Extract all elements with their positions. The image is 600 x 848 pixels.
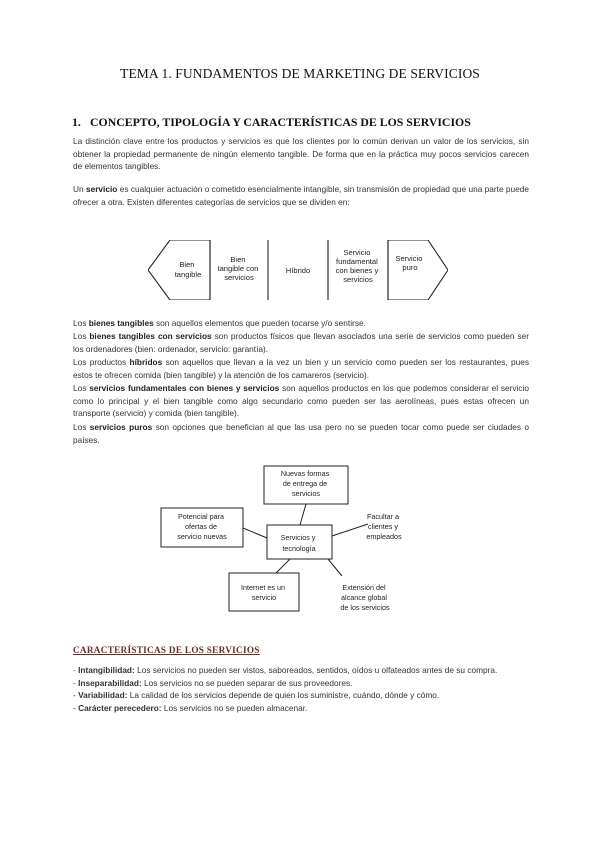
characteristics-list: [73, 664, 529, 714]
service-continuum-diagram: [148, 240, 448, 300]
continuum-bien-tangible: Bien tangible: [174, 260, 202, 279]
page-title: TEMA 1. FUNDAMENTOS DE MARKETING DE SERVICIOS: [120, 66, 480, 81]
service-definition-paragraph: Un servicio es cualquier actuación o cometido esencialmente intangible, sin transmisión de propiedad que una parte puede ofrecer a otra. Existen diferentes categorías de servicios que se dividen en:: [73, 184, 529, 207]
label-nuevas-formas: Nuevas formas de entrega de servicios: [280, 469, 330, 498]
definition-servicios-puros: Los servicios puros son opciones que benefician al que las usa pero no se pueden tocar como puede ser ciudades o países.: [73, 422, 529, 445]
label-servicios-tecnologia: Servicios y tecnología: [280, 533, 316, 553]
section-heading-text: CONCEPTO, TIPOLOGÍA Y CARACTERÍSTICAS DE LOS SERVICIOS: [90, 115, 471, 129]
characteristics-heading: CARACTERÍSTICAS DE LOS SERVICIOS: [73, 645, 260, 655]
continuum-servicio-puro: Servicio puro: [395, 254, 423, 272]
label-potencial: Potencial para ofertas de servicio nuevas: [177, 512, 227, 541]
term-servicio: servicio: [85, 184, 118, 194]
definition-bienes-con-servicios: Los bienes tangibles con servicios son productos físicos que llevan asociados una serie de servicios como pueden ser los ordenadores (bien: ordenador, servicio: garantía).: [73, 331, 529, 354]
box-servicios-tecnologia: [267, 525, 332, 559]
services-technology-diagram: [146, 462, 446, 614]
label-internet: Internet es un servicio: [241, 583, 285, 602]
intro-paragraph: La distinción clave entre los productos y servicios es que los clientes por lo común derivan un valor de los servicios, sin obtener la propiedad permanente de ningún elemento tangible. De forma que en la práctica muy pocos servicios carecen de elementos tangibles.: [73, 136, 529, 172]
continuum-bien-tangible-con-servicios: Bien tangible con servicios: [217, 255, 259, 282]
section-heading: [72, 115, 471, 130]
list-item: - Inseparabilidad: Los servicios no se pueden separar de sus proveedores.: [73, 677, 353, 688]
continuum-servicio-fundamental: Servicio fundamental con bienes y servicios: [335, 248, 379, 284]
continuum-hibrido: Híbrido: [285, 266, 311, 275]
section-number: 1.: [72, 115, 81, 129]
list-item: - Intangibilidad: Los servicios no pueden ser vistos, saboreados, sentidos, oídos u olfateados antes de su compra.: [73, 665, 498, 675]
label-facultar: Facultar a clientes y empleados: [366, 512, 402, 541]
definition-bienes-tangibles: Los bienes tangibles son aquellos elementos que pueden tocarse y/o sentirse.: [73, 318, 366, 328]
continuum-right-arrow: [388, 240, 448, 300]
box-internet: [229, 573, 299, 611]
list-item: - Carácter perecedero: Los servicios no se pueden almacenar.: [73, 702, 308, 713]
definition-servicios-fundamentales: Los servicios fundamentales con bienes y servicios son aquellos productos en los que podemos considerar el servicio como lo principal y el bien tangible como algo secundario como pueden ser las aerolíneas, pues estas ofrecen un transporte (servicio) y comida (bien tangible).: [73, 383, 529, 419]
list-item: - Variabilidad: La calidad de los servicios depende de quien los suministre, cuándo, dónde y cómo.: [73, 690, 440, 701]
definition-hibridos: Los productos híbridos son aquellos que llevan a la vez un bien y un servicio como pueden ser los restaurantes, pues estos te ofrecen comida (bien tangible) y la atención de los camareros (servicio).: [73, 357, 529, 380]
label-extension: Extensión del alcance global de los servicios: [340, 583, 390, 612]
